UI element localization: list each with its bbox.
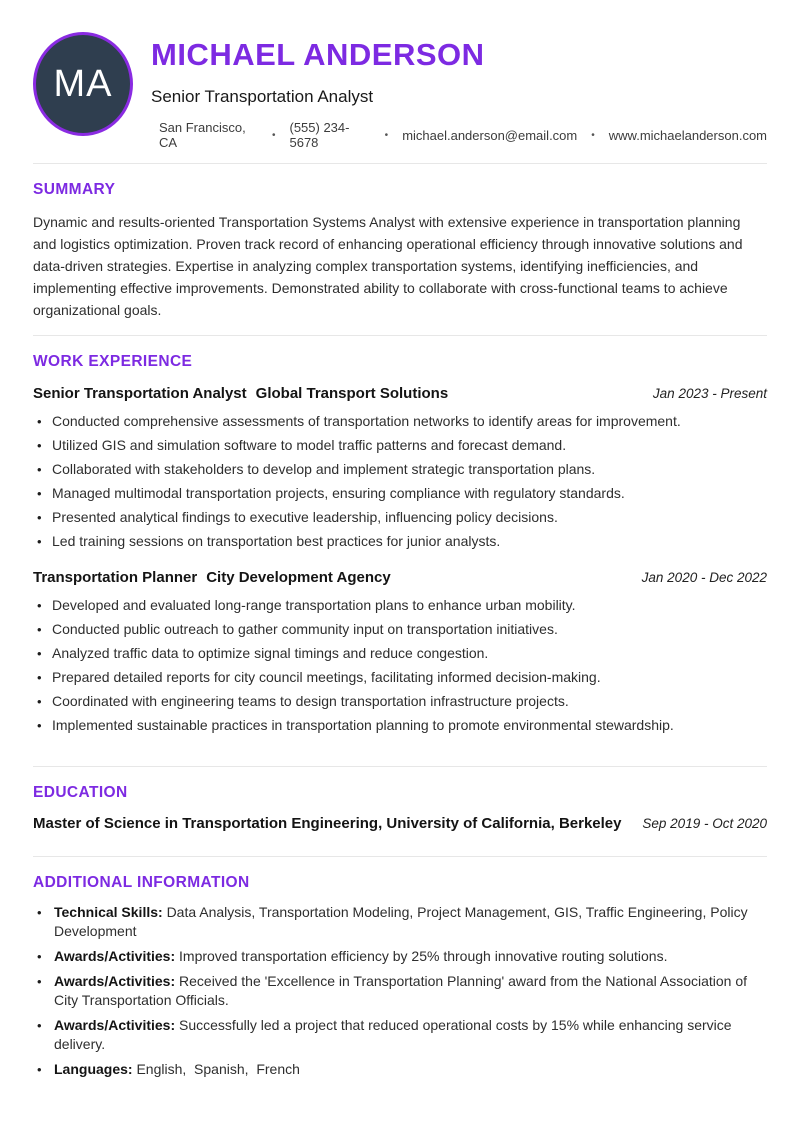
job-dates: Jan 2020 - Dec 2022 [641,570,767,586]
section-additional-information [33,856,767,1079]
contact-website: www.michaelanderson.com [608,127,767,143]
job-bullet: • Led training sessions on transportation best practices for junior analysts. [33,531,767,552]
additional-item-list [33,903,767,1079]
additional-item-label: Languages: [54,1061,133,1078]
job-title: Senior Transportation Analyst [33,385,247,403]
job-title-line [33,385,448,402]
job-title-line [33,569,391,586]
additional-item-label: Awards/Activities: [54,948,176,965]
additional-item-text: Successfully led a project that reduced operational costs by 15% while enhancing service delivery. [54,1017,736,1053]
additional-item-text: Received the 'Excellence in Transportation Planning' award from the National Association of City Transportation Officials. [54,973,751,1009]
additional-information-heading: ADDITIONAL INFORMATION [33,874,250,892]
job-company: Global Transport Solutions [255,385,449,403]
section-education [33,766,767,832]
job-header [33,385,767,402]
job-header [33,569,767,586]
contact-separator: • [591,129,595,141]
additional-item [33,1060,767,1079]
additional-item [33,947,767,966]
additional-item-text: English, Spanish, French [136,1061,300,1078]
job-company: City Development Agency [206,569,391,587]
job-dates: Jan 2023 - Present [652,386,767,402]
contact-location: San Francisco, CA [159,120,246,151]
work-experience-heading: WORK EXPERIENCE [33,353,193,371]
education-entry [33,815,767,832]
candidate-name: MICHAEL ANDERSON [151,37,485,72]
job-bullet: • Developed and evaluated long-range transportation plans to enhance urban mobility. [33,595,767,616]
job-entry [33,385,767,552]
job-bullet: • Implemented sustainable practices in transportation planning to promote environmental stewardship. [33,715,767,736]
contact-separator: • [271,129,276,141]
job-bullet: • Utilized GIS and simulation software to model traffic patterns and forecast demand. [33,435,767,456]
job-bullet: • Collaborated with stakeholders to develop and implement strategic transportation plans. [33,459,767,480]
summary-heading: SUMMARY [33,181,116,199]
job-bullet-list [33,595,767,736]
job-bullet: • Coordinated with engineering teams to design transportation infrastructure projects. [33,691,767,712]
additional-item [33,903,767,941]
additional-item-label: Awards/Activities: [54,973,176,990]
contact-row [159,120,767,150]
contact-email: michael.anderson@email.com [402,127,578,143]
job-title: Transportation Planner [33,569,198,587]
education-heading: EDUCATION [33,784,128,802]
job-bullet: • Managed multimodal transportation projects, ensuring compliance with regulatory standards. [33,483,767,504]
resume-header [33,32,767,150]
job-entry [33,569,767,736]
section-work-experience [33,335,767,736]
additional-item-label: Awards/Activities: [54,1017,176,1034]
avatar [33,32,133,136]
job-bullet-list [33,411,767,552]
job-bullet: • Presented analytical findings to executive leadership, influencing policy decisions. [33,507,767,528]
candidate-title: Senior Transportation Analyst [151,87,374,107]
job-bullet: • Analyzed traffic data to optimize signal timings and reduce congestion. [33,643,767,664]
additional-item [33,972,767,1010]
summary-text: Dynamic and results-oriented Transportation Systems Analyst with extensive experience in transportation planning and logistics optimization. Proven track record of enhancing operational efficiency through innovative solutions and data-driven strategies. Expertise in analyzing complex transportation systems, identifying inefficiencies, and implementing effective improvements. Demonstrated ability to collaborate with cross-functional teams to achieve organizational goals. [33,214,743,319]
avatar-initials: MA [53,62,113,105]
education-degree: Master of Science in Transportation Engineering, University of California, Berkeley [33,815,622,833]
additional-item-text: Improved transportation efficiency by 25% through innovative routing solutions. [179,948,668,965]
section-summary [33,163,767,321]
additional-item-label: Technical Skills: [54,904,163,921]
job-bullet: • Prepared detailed reports for city council meetings, facilitating informed decision-making. [33,667,767,688]
education-dates: Sep 2019 - Oct 2020 [642,816,767,832]
header-text [151,32,767,150]
contact-phone: (555) 234-5678 [289,120,350,151]
job-bullet: • Conducted comprehensive assessments of transportation networks to identify areas for improvement. [33,411,767,432]
contact-separator: • [384,129,389,141]
additional-item [33,1016,767,1054]
job-bullet: • Conducted public outreach to gather community input on transportation initiatives. [33,619,767,640]
additional-item-text: Data Analysis, Transportation Modeling, Project Management, GIS, Traffic Engineering, Policy Development [54,904,752,940]
